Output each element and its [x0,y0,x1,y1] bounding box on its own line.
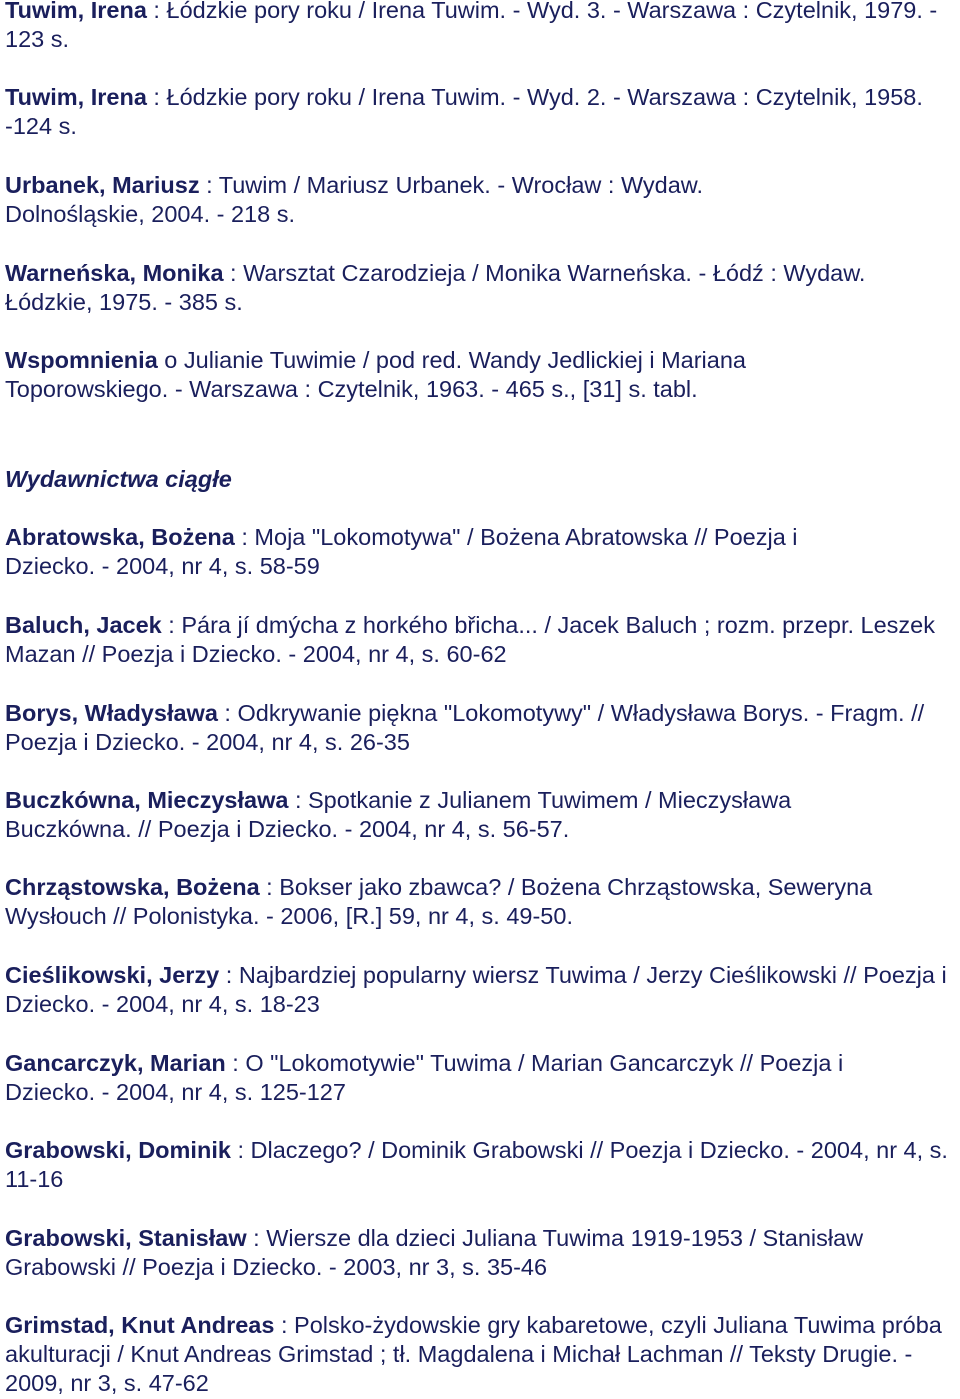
bibliography-entry [5,523,875,581]
entry-author: Wspomnienia [5,347,158,373]
bibliography-entry [5,171,805,229]
entry-author: Borys, Władysława [5,700,218,726]
entry-details: : Warsztat Czarodzieja / Monika Warneńska. - Łódź : Wydaw. Łódzkie, 1975. - 385 s. [5,260,866,315]
bibliography-entry [5,961,955,1019]
bibliography-entry [5,1136,955,1194]
entry-details: : Bokser jako zbawca? / Bożena Chrząstowska, Seweryna Wysłouch // Polonistyka. - 2006, [R.] 59, nr 4, s. 49-50. [5,874,873,929]
entry-author: Baluch, Jacek [5,612,162,638]
entry-author: Abratowska, Bożena [5,524,235,550]
entry-details: : Wiersze dla dzieci Juliana Tuwima 1919-1953 / Stanisław Grabowski // Poezja i Dziecko. - 2003, nr 3, s. 35-46 [5,1225,864,1280]
entry-author: Cieślikowski, Jerzy [5,962,220,988]
entry-details: : Moja "Lokomotywa" / Bożena Abratowska // Poezja i Dziecko. - 2004, nr 4, s. 58-59 [5,524,798,579]
entry-author: Chrząstowska, Bożena [5,874,260,900]
bibliography-entry [5,699,955,757]
bibliography-entry [5,786,895,844]
entry-details: : Pára jí dmýcha z horkého břicha... / Jacek Baluch ; rozm. przepr. Leszek Mazan // Poezja i Dziecko. - 2004, nr 4, s. 60-62 [5,612,935,667]
entry-details: o Julianie Tuwimie / pod red. Wandy Jedlickiej i Mariana Toporowskiego. - Warszawa : Czytelnik, 1963. - 465 s., [31] s. tabl. [5,347,746,402]
bibliography-entry [5,0,955,54]
entry-author: Gancarczyk, Marian [5,1050,226,1076]
section-heading: Wydawnictwa ciągłe [5,466,232,492]
bibliography-entry [5,1311,955,1398]
bibliography-entry [5,346,855,404]
entry-details: : Odkrywanie piękna "Lokomotywy" / Władysława Borys. - Fragm. // Poezja i Dziecko. - 2004, nr 4, s. 26-35 [5,700,925,755]
entry-author: Urbanek, Mariusz [5,172,200,198]
entry-details: : Polsko-żydowskie gry kabaretowe, czyli Juliana Tuwima próba akulturacji / Knut Andreas Grimstad ; tł. Magdalena i Michał Lachman // Teksty Drugie. - 2009, nr 3, s. 47-62 [5,1312,942,1396]
bibliography-entry [5,611,955,669]
bibliography-entry [5,1224,955,1282]
entry-details: : Dlaczego? / Dominik Grabowski // Poezja i Dziecko. - 2004, nr 4, s. 11-16 [5,1137,948,1192]
entry-details: : Tuwim / Mariusz Urbanek. - Wrocław : Wydaw. Dolnośląskie, 2004. - 218 s. [5,172,704,227]
entry-author: Tuwim, Irena [5,0,147,23]
entry-author: Tuwim, Irena [5,84,147,110]
bibliography-entry [5,83,955,141]
entry-details: : O "Lokomotywie" Tuwima / Marian Gancarczyk // Poezja i Dziecko. - 2004, nr 4, s. 125-127 [5,1050,844,1105]
bibliography-entry [5,873,955,931]
bibliography-entry [5,259,955,317]
entry-author: Buczkówna, Mieczysława [5,787,289,813]
bibliography-entry [5,1049,925,1107]
entry-details: : Najbardziej popularny wiersz Tuwima / Jerzy Cieślikowski // Poezja i Dziecko. - 2004, nr 4, s. 18-23 [5,962,947,1017]
entry-author: Warneńska, Monika [5,260,224,286]
entry-details: : Łódzkie pory roku / Irena Tuwim. - Wyd. 2. - Warszawa : Czytelnik, 1958. -124 s. [5,84,923,139]
entry-author: Grabowski, Dominik [5,1137,231,1163]
entry-author: Grabowski, Stanisław [5,1225,247,1251]
entry-details: : Łódzkie pory roku / Irena Tuwim. - Wyd. 3. - Warszawa : Czytelnik, 1979. - 123 s. [5,0,938,52]
entry-author: Grimstad, Knut Andreas [5,1312,275,1338]
entry-details: : Spotkanie z Julianem Tuwimem / Mieczysława Buczkówna. // Poezja i Dziecko. - 2004, nr 4, s. 56-57. [5,787,792,842]
